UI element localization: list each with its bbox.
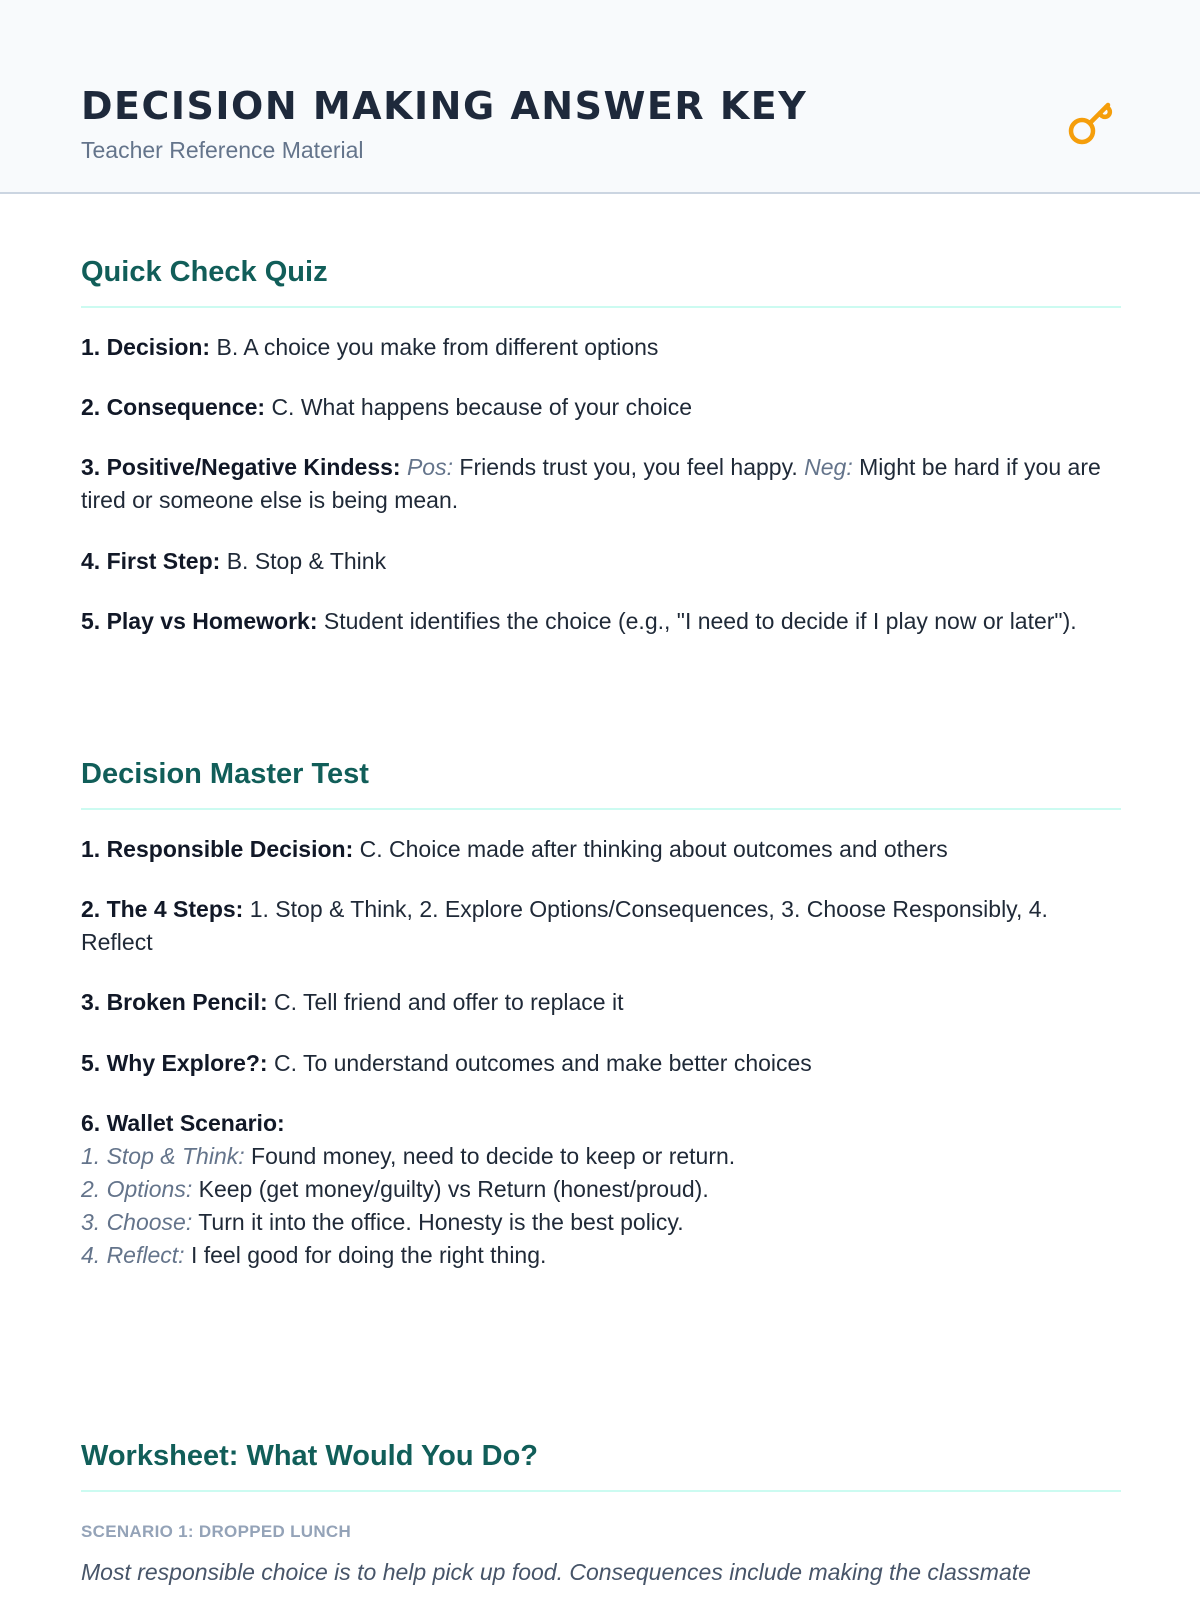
section-title: Decision Master Test (81, 754, 1121, 810)
page-header (0, 0, 1200, 194)
wallet-scenario (81, 1107, 1121, 1272)
scenario-label: SCENARIO 1: DROPPED LUNCH (81, 1522, 352, 1541)
test-item: 5. Why Explore?: C. To understand outcomes and make better choices (81, 1050, 812, 1076)
quiz-section (81, 252, 1121, 308)
test-item: 1. Responsible Decision: C. Choice made after thinking about outcomes and others (81, 836, 948, 862)
wallet-step: 4. Reflect: I feel good for doing the right thing. (81, 1242, 547, 1268)
key-icon (1064, 96, 1122, 154)
wallet-step: 3. Choose: Turn it into the office. Honesty is the best policy. (81, 1209, 684, 1235)
page-title: DECISION MAKING ANSWER KEY (81, 84, 808, 128)
wallet-step: 1. Stop & Think: Found money, need to decide to keep or return. (81, 1143, 736, 1169)
quiz-item: 4. First Step: B. Stop & Think (81, 548, 387, 574)
wallet-step: 2. Options: Keep (get money/guilty) vs Return (honest/proud). (81, 1176, 709, 1202)
section-title: Worksheet: What Would You Do? (81, 1436, 1121, 1492)
scenario-text: Most responsible choice is to help pick up food. Consequences include making the classmate (81, 1559, 1031, 1585)
section-title: Quick Check Quiz (81, 252, 1121, 308)
worksheet-section (81, 1436, 1121, 1492)
page-subtitle: Teacher Reference Material (81, 137, 364, 163)
quiz-item: 3. Positive/Negative Kindess: Pos: Friends trust you, you feel happy. Neg: Might be hard if you are tired or someone else is being mean. (81, 454, 1101, 513)
test-item: 2. The 4 Steps: 1. Stop & Think, 2. Explore Options/Consequences, 3. Choose Responsibly, 4. Reflect (81, 896, 1048, 955)
wallet-scenario-label: 6. Wallet Scenario: (81, 1110, 285, 1136)
quiz-item: 5. Play vs Homework: Student identifies the choice (e.g., "I need to decide if I play now or later"). (81, 608, 1077, 634)
quiz-item: 2. Consequence: C. What happens because of your choice (81, 394, 693, 420)
test-item: 3. Broken Pencil: C. Tell friend and offer to replace it (81, 989, 624, 1015)
quiz-item: 1. Decision: B. A choice you make from different options (81, 334, 659, 360)
test-section (81, 754, 1121, 810)
